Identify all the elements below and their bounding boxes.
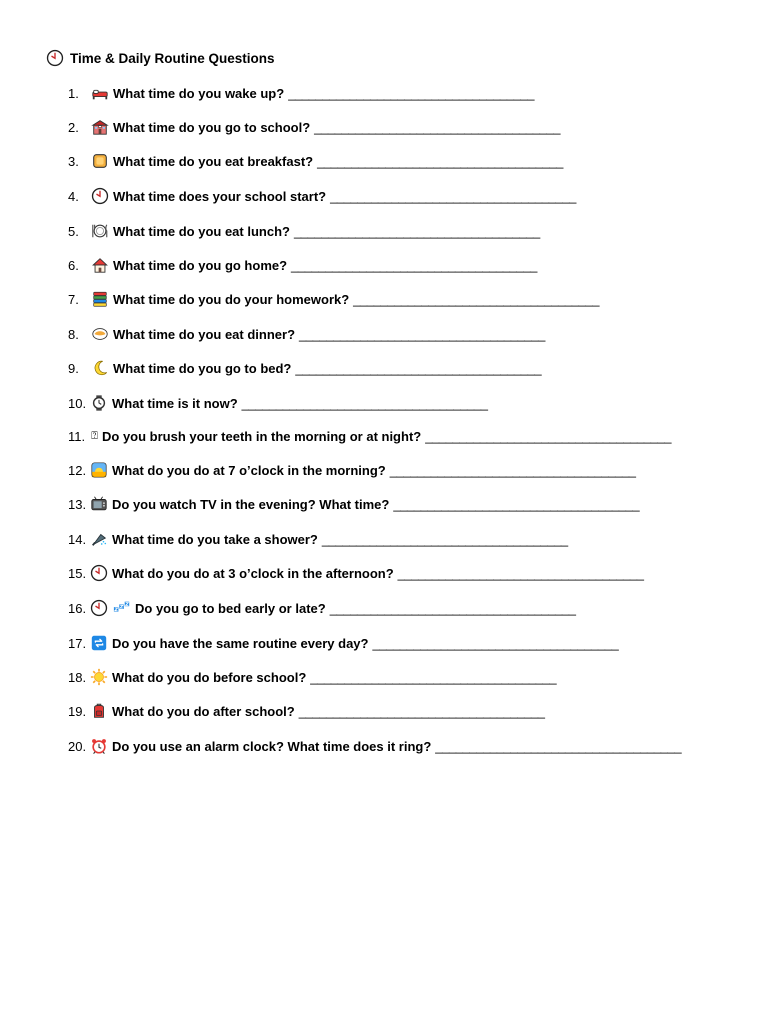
answer-blank: ____________________________________ <box>425 428 672 444</box>
answer-blank: ____________________________________ <box>310 669 557 685</box>
question-text: What do you do at 7 o’clock in the morning? <box>112 462 386 478</box>
question-text: What time do you go to bed? <box>113 360 292 376</box>
alarm-clock-icon <box>89 737 109 755</box>
sun-icon <box>89 668 109 686</box>
question-item <box>68 221 540 241</box>
question-number: 15. <box>68 565 87 581</box>
title-text: Time & Daily Routine Questions <box>70 50 275 66</box>
question-item <box>68 117 560 137</box>
question-text: Do you go to bed early or late? <box>135 600 326 616</box>
answer-blank: ____________________________________ <box>295 360 542 376</box>
backpack-icon <box>89 702 109 720</box>
question-item <box>68 324 545 344</box>
question-item <box>68 255 537 275</box>
question-number: 2. <box>68 119 79 135</box>
question-number: 9. <box>68 360 79 376</box>
question-number: 6. <box>68 257 79 273</box>
question-text: What do you do after school? <box>112 703 295 719</box>
question-text: What time do you eat dinner? <box>113 326 296 342</box>
question-text: What time do you go to school? <box>113 119 311 135</box>
question-item <box>68 358 541 378</box>
question-item <box>68 736 681 756</box>
question-item <box>68 494 639 514</box>
question-number: 11. <box>68 428 86 444</box>
question-text: What time do you do your homework? <box>113 291 350 307</box>
question-item <box>68 667 556 687</box>
school-icon <box>90 118 110 136</box>
question-text: What time do you wake up? <box>113 85 285 101</box>
question-text: Do you watch TV in the evening? What time? <box>112 496 390 512</box>
question-number: 18. <box>68 669 87 685</box>
moon-icon <box>90 359 110 377</box>
question-item <box>68 186 576 206</box>
question-text: What time do you eat breakfast? <box>113 153 314 169</box>
question-text: What time do you go home? <box>113 257 288 273</box>
answer-blank: ____________________________________ <box>288 85 535 101</box>
books-icon <box>90 290 110 308</box>
question-number: 12. <box>68 462 87 478</box>
answer-blank: ____________________________________ <box>435 738 682 754</box>
question-item <box>68 633 618 653</box>
answer-blank: ____________________________________ <box>293 223 540 239</box>
question-text: What time is it now? <box>112 395 238 411</box>
clock-icon <box>90 187 110 205</box>
plate-icon <box>90 222 110 240</box>
question-number: 7. <box>68 291 79 307</box>
question-item <box>68 289 599 309</box>
question-text: What time does your school start? <box>113 188 327 204</box>
question-number: 14. <box>68 531 87 547</box>
answer-blank: ____________________________________ <box>353 291 600 307</box>
answer-blank: ____________________________________ <box>393 496 640 512</box>
question-item <box>68 460 636 480</box>
question-text: What do you do before school? <box>112 669 307 685</box>
answer-blank: ____________________________________ <box>241 395 488 411</box>
question-number: 19. <box>68 703 87 719</box>
worksheet-title <box>46 49 275 67</box>
question-item <box>68 563 644 583</box>
question-text: Do you have the same routine every day? <box>112 635 369 651</box>
answer-blank: ____________________________________ <box>329 600 576 616</box>
question-item <box>68 701 545 721</box>
question-number: 10. <box>68 395 87 411</box>
question-number: 5. <box>68 223 79 239</box>
repeat-icon <box>89 634 109 652</box>
answer-blank: ____________________________________ <box>372 635 619 651</box>
answer-blank: ____________________________________ <box>330 188 576 204</box>
question-number: 8. <box>68 326 79 342</box>
question-number: 20. <box>68 738 87 754</box>
house-icon <box>90 256 110 274</box>
answer-blank: ____________________________________ <box>298 703 545 719</box>
sleep-icon <box>112 599 132 617</box>
answer-blank: ____________________________________ <box>397 565 644 581</box>
question-item <box>68 529 568 549</box>
answer-blank: ____________________________________ <box>299 326 545 342</box>
sunrise-icon <box>89 461 109 479</box>
question-number: 17. <box>68 635 87 651</box>
answer-blank: ____________________________________ <box>291 257 537 273</box>
answer-blank: ____________________________________ <box>317 153 563 169</box>
answer-blank: ____________________________________ <box>314 119 561 135</box>
clock-icon <box>89 564 109 582</box>
answer-blank: ____________________________________ <box>389 462 636 478</box>
clock-icon <box>46 49 64 67</box>
tv-icon <box>89 495 109 513</box>
watch-icon <box>89 394 109 412</box>
missing-glyph-icon: ⍰ <box>91 429 98 442</box>
bread-icon <box>90 152 110 170</box>
shower-icon <box>89 530 109 548</box>
question-number: 16. <box>68 600 87 616</box>
question-item <box>68 393 488 413</box>
answer-blank: ____________________________________ <box>321 531 568 547</box>
question-text: What do you do at 3 o’clock in the afternoon? <box>112 565 394 581</box>
question-text: What time do you eat lunch? <box>113 223 290 239</box>
question-text: Do you brush your teeth in the morning or at night? <box>102 428 422 444</box>
question-text: Do you use an alarm clock? What time does it ring? <box>112 738 432 754</box>
curry-icon <box>90 325 110 343</box>
question-item <box>68 426 671 446</box>
question-item <box>68 598 576 618</box>
clock-icon <box>89 599 109 617</box>
question-number: 4. <box>68 188 79 204</box>
question-item <box>68 83 534 103</box>
question-number: 3. <box>68 153 79 169</box>
bed-icon <box>90 84 110 102</box>
question-text: What time do you take a shower? <box>112 531 318 547</box>
question-item <box>68 151 563 171</box>
question-number: 1. <box>68 85 79 101</box>
question-number: 13. <box>68 496 87 512</box>
